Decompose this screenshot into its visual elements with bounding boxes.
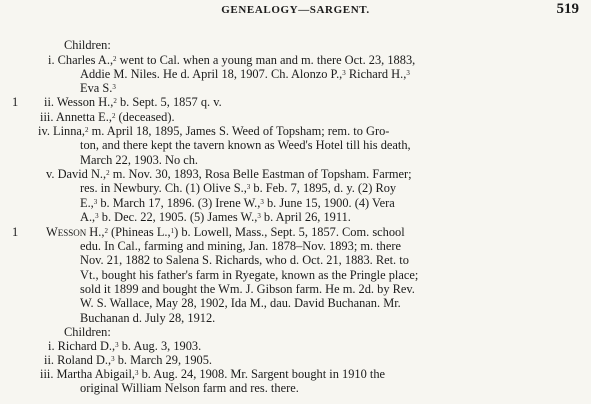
superscript-generation: 3 bbox=[246, 183, 251, 191]
text-run: v. David N., bbox=[46, 167, 107, 181]
superscript-generation: 3 bbox=[260, 198, 264, 206]
page-number: 519 bbox=[556, 1, 579, 17]
text-run: iv. Linna, bbox=[38, 124, 86, 138]
text-run: Buchanan d. July 28, 1912. bbox=[80, 311, 216, 325]
text-line bbox=[44, 95, 222, 110]
text-run: b. Sept. 5, 1857 q. v. bbox=[116, 95, 222, 109]
text-line bbox=[80, 311, 215, 326]
text-run: iii. Annetta E., bbox=[40, 110, 112, 124]
superscript-generation: 2 bbox=[113, 97, 117, 105]
text-run: H., bbox=[86, 225, 105, 239]
text-line bbox=[80, 138, 411, 153]
text-run: iii. Martha Abigail, bbox=[40, 367, 135, 381]
text-run: ii. Roland D., bbox=[44, 353, 112, 367]
text-line bbox=[80, 67, 410, 82]
superscript-generation: 3 bbox=[95, 212, 99, 220]
running-title: GENEALOGY—SARGENT. bbox=[221, 4, 370, 16]
text-run: went to Cal. when a young man and m. there Oct. 23, 1883, bbox=[116, 53, 416, 67]
superscript-generation: 3 bbox=[112, 83, 116, 91]
text-line bbox=[64, 325, 111, 340]
text-line bbox=[80, 153, 198, 168]
text-run: Addie M. Niles. He d. April 18, 1907. Ch. Alonzo P., bbox=[80, 67, 343, 81]
text-run: b. March 29, 1905. bbox=[114, 353, 213, 367]
text-run: m. Nov. 30, 1893, Rosa Belle Eastman of Topsham. Farmer; bbox=[109, 167, 412, 181]
text-line bbox=[80, 282, 415, 297]
text-run: ton, and there kept the tavern known as Weed's Hotel till his death, bbox=[80, 138, 411, 152]
text-run: Richard H., bbox=[345, 67, 407, 81]
text-run: i. Richard D., bbox=[48, 339, 116, 353]
text-line bbox=[38, 124, 389, 139]
superscript-generation: 2 bbox=[85, 126, 89, 134]
text-run: ) b. Lowell, Mass., Sept. 5, 1857. Com. school bbox=[174, 225, 405, 239]
text-run: b. April 26, 1911. bbox=[260, 210, 351, 224]
entry-number bbox=[12, 225, 18, 240]
superscript-generation: 3 bbox=[115, 341, 119, 349]
superscript-generation: 3 bbox=[134, 369, 139, 377]
superscript-generation: 2 bbox=[104, 227, 108, 235]
superscript-generation: 3 bbox=[93, 198, 98, 206]
text-run: Nov. 21, 1882 to Salena S. Richards, who d. Oct. 21, 1883. Ret. to bbox=[80, 253, 409, 267]
superscript-generation: 2 bbox=[111, 112, 116, 120]
text-line bbox=[80, 253, 409, 268]
text-line bbox=[48, 339, 201, 354]
text-run: i. Charles A., bbox=[48, 53, 114, 67]
superscript-generation: 3 bbox=[111, 355, 115, 363]
superscript-generation: 3 bbox=[342, 69, 346, 77]
text-run: b. June 15, 1900. (4) Vera bbox=[263, 196, 395, 210]
text-line bbox=[40, 367, 385, 382]
superscript-generation: 3 bbox=[257, 212, 261, 220]
text-run: 1 bbox=[12, 95, 19, 109]
text-line bbox=[64, 38, 111, 53]
text-line bbox=[80, 81, 116, 96]
text-run: W. S. Wallace, May 28, 1902, Ida M., dau. David Buchanan. Mr. bbox=[80, 296, 401, 310]
text-run: March 22, 1903. No ch. bbox=[80, 153, 199, 167]
text-line bbox=[80, 196, 395, 211]
text-run: 1 bbox=[12, 225, 19, 239]
text-run: b. March 17, 1896. (3) Irene W., bbox=[97, 196, 261, 210]
text-line bbox=[80, 268, 418, 283]
entry-number bbox=[12, 95, 18, 110]
text-run: Vt., bought his father's farm in Ryegate, known as the Pringle place; bbox=[80, 268, 419, 282]
text-run: Children: bbox=[64, 38, 111, 52]
superscript-generation: 2 bbox=[113, 55, 117, 63]
text-run: sold it 1899 and bought the Wm. J. Gibson farm. He m. 2d. by Rev. bbox=[80, 282, 415, 296]
text-run: Wesson bbox=[46, 225, 87, 239]
text-line bbox=[80, 296, 401, 311]
text-run: res. in Newbury. Ch. (1) Olive S., bbox=[80, 181, 247, 195]
text-run: Children: bbox=[64, 325, 111, 339]
text-run: b. Dec. 22, 1905. (5) James W., bbox=[98, 210, 258, 224]
superscript-generation: 2 bbox=[106, 169, 110, 177]
text-line bbox=[80, 181, 396, 196]
text-run: m. April 18, 1895, James S. Weed of Topsham; rem. to Gro- bbox=[88, 124, 390, 138]
text-run: ii. Wesson H., bbox=[44, 95, 114, 109]
text-run: (deceased). bbox=[115, 110, 175, 124]
text-run: b. Aug. 3, 1903. bbox=[118, 339, 202, 353]
text-line bbox=[46, 167, 412, 182]
text-run: b. Aug. 24, 1908. Mr. Sargent bought in 1910 the bbox=[138, 367, 386, 381]
text-line bbox=[48, 53, 415, 68]
text-line bbox=[44, 353, 212, 368]
text-line bbox=[40, 110, 175, 125]
text-line bbox=[80, 381, 299, 396]
text-line bbox=[80, 210, 351, 225]
text-line bbox=[46, 225, 405, 240]
superscript-generation: 3 bbox=[406, 69, 410, 77]
text-run: b. Feb. 7, 1895, d. y. (2) Roy bbox=[250, 181, 397, 195]
text-run: (Phineas L., bbox=[107, 225, 171, 239]
text-run: edu. In Cal., farming and mining, Jan. 1878–Nov. 1893; m. there bbox=[80, 239, 401, 253]
text-line bbox=[80, 239, 401, 254]
text-run: A., bbox=[80, 210, 96, 224]
text-run: original William Nelson farm and res. there. bbox=[80, 381, 299, 395]
text-run: Eva S. bbox=[80, 81, 113, 95]
text-run: E., bbox=[80, 196, 94, 210]
superscript-generation: 1 bbox=[170, 227, 175, 235]
